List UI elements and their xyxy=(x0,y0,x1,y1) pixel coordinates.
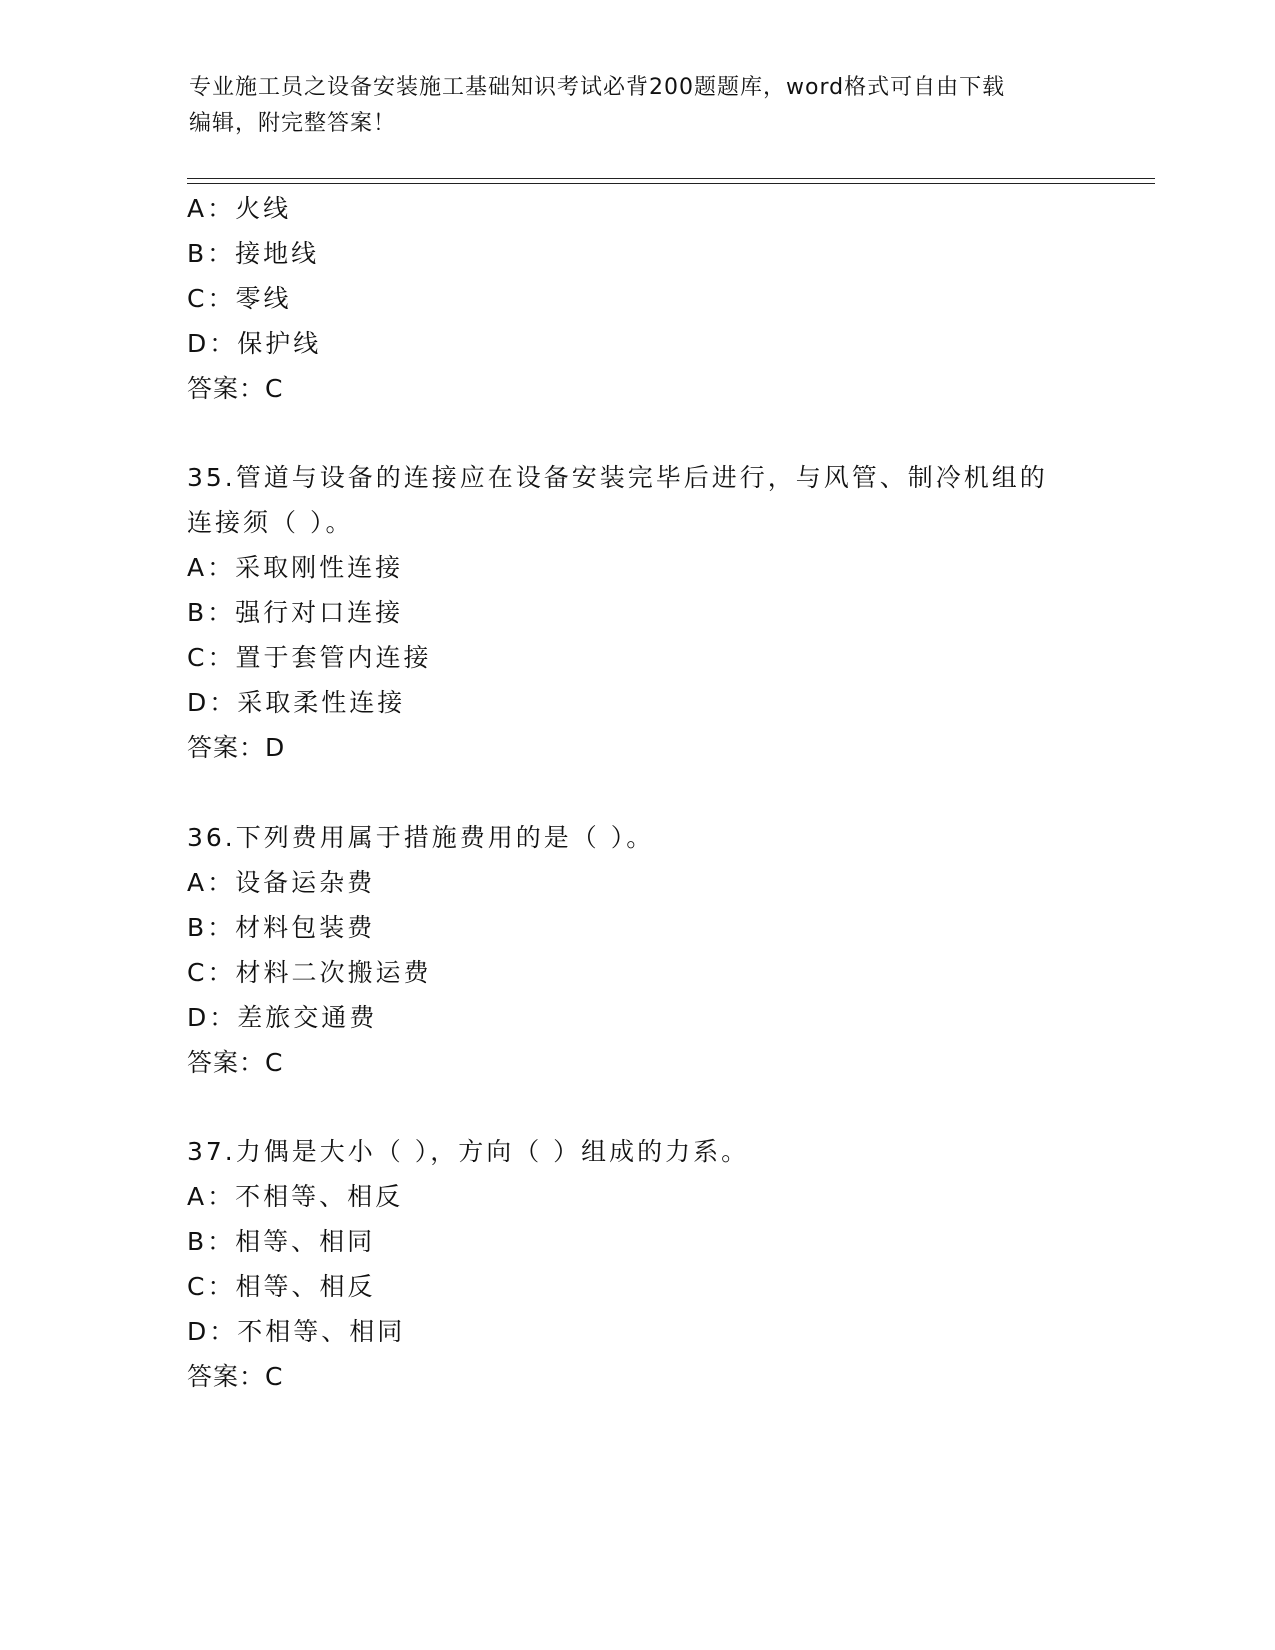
option-c: C：零线 xyxy=(187,284,292,313)
option-a: A：设备运杂费 xyxy=(187,868,376,897)
header-line-1: 专业施工员之设备安装施工基础知识考试必背200题题库，word格式可自由下载 xyxy=(189,75,1006,100)
header-rule-bottom xyxy=(187,183,1155,184)
option-c: C：置于套管内连接 xyxy=(187,643,432,672)
option-b: B：相等、相同 xyxy=(187,1227,376,1256)
question-35-stem-cont: 连接须（ ）。 xyxy=(187,508,354,537)
answer: 答案：D xyxy=(187,733,286,762)
answer: 答案：C xyxy=(187,1362,284,1391)
option-d: D：不相等、相同 xyxy=(187,1317,406,1346)
option-c: C：材料二次搬运费 xyxy=(187,958,432,987)
option-b: B：强行对口连接 xyxy=(187,598,404,627)
option-a: A：火线 xyxy=(187,194,292,223)
document-header xyxy=(189,70,1069,142)
option-d: D：保护线 xyxy=(187,329,322,358)
question-37-stem: 37.力偶是大小（ ），方向（ ）组成的力系。 xyxy=(187,1137,750,1166)
answer: 答案：C xyxy=(187,1048,284,1077)
option-b: B：材料包装费 xyxy=(187,913,376,942)
answer: 答案：C xyxy=(187,374,284,403)
header-line-2: 编辑，附完整答案！ xyxy=(189,111,397,136)
question-35-stem: 35.管道与设备的连接应在设备安装完毕后进行，与风管、制冷机组的 xyxy=(187,463,1048,492)
option-d: D：差旅交通费 xyxy=(187,1003,378,1032)
option-b: B：接地线 xyxy=(187,239,320,268)
option-d: D：采取柔性连接 xyxy=(187,688,406,717)
option-a: A：采取刚性连接 xyxy=(187,553,404,582)
header-rule-top xyxy=(187,178,1155,179)
option-c: C：相等、相反 xyxy=(187,1272,376,1301)
option-a: A：不相等、相反 xyxy=(187,1182,404,1211)
question-36-stem: 36.下列费用属于措施费用的是（ ）。 xyxy=(187,823,655,852)
